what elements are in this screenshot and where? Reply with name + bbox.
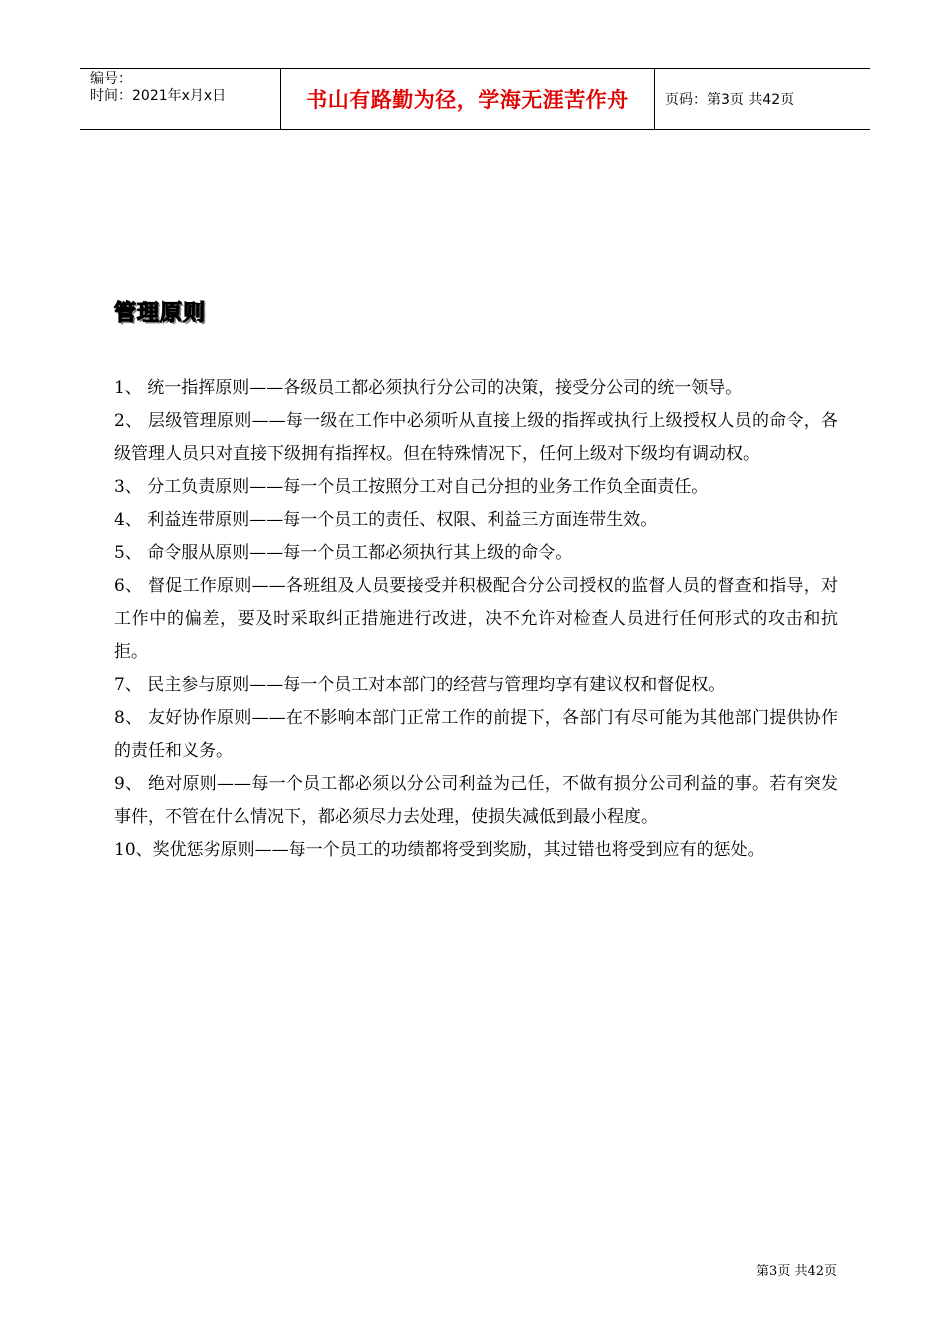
list-item: 6、 督促工作原则——各班组及人员要接受并积极配合分公司授权的监督人员的督查和指导，对工作中的偏差，要及时采取纠正措施进行改进，决不允许对检查人员进行任何形式的攻击和抗拒。 <box>114 576 838 662</box>
header-motto: 书山有路勤为径，学海无涯苦作舟 <box>281 69 655 129</box>
list-item: 2、 层级管理原则——每一级在工作中必须听从直接上级的指挥或执行上级授权人员的命令，各级管理人员只对直接下级拥有指挥权。但在特殊情况下，任何上级对下级均有调动权。 <box>114 411 838 464</box>
header-meta-cell <box>80 69 281 129</box>
page-footer: 第3页 共42页 <box>756 1264 837 1279</box>
list-item: 8、 友好协作原则——在不影响本部门正常工作的前提下，各部门有尽可能为其他部门提供协作的责任和义务。 <box>114 708 838 761</box>
document-header <box>80 68 870 130</box>
time-label: 时间：2021年x月x日 <box>90 88 227 104</box>
section-title: 管理原则 <box>114 301 207 326</box>
list-item: 1、 统一指挥原则——各级员工都必须执行分公司的决策，接受分公司的统一领导。 <box>114 378 743 398</box>
header-page-info: 页码：第3页 共42页 <box>665 92 795 108</box>
list-item: 7、 民主参与原则——每一个员工对本部门的经营与管理均享有建议权和督促权。 <box>114 675 726 695</box>
principles-list <box>114 372 838 867</box>
list-item: 4、 利益连带原则——每一个员工的责任、权限、利益三方面连带生效。 <box>114 510 658 530</box>
list-item: 9、 绝对原则——每一个员工都必须以分公司利益为己任，不做有损分公司利益的事。若有突发事件，不管在什么情况下，都必须尽力去处理，使损失减低到最小程度。 <box>114 774 838 827</box>
list-item: 5、 命令服从原则——每一个员工都必须执行其上级的命令。 <box>114 543 573 563</box>
list-item: 3、 分工负责原则——每一个员工按照分工对自己分担的业务工作负全面责任。 <box>114 477 709 497</box>
number-label: 编号： <box>90 71 132 87</box>
list-item: 10、奖优惩劣原则——每一个员工的功绩都将受到奖励，其过错也将受到应有的惩处。 <box>114 840 765 860</box>
